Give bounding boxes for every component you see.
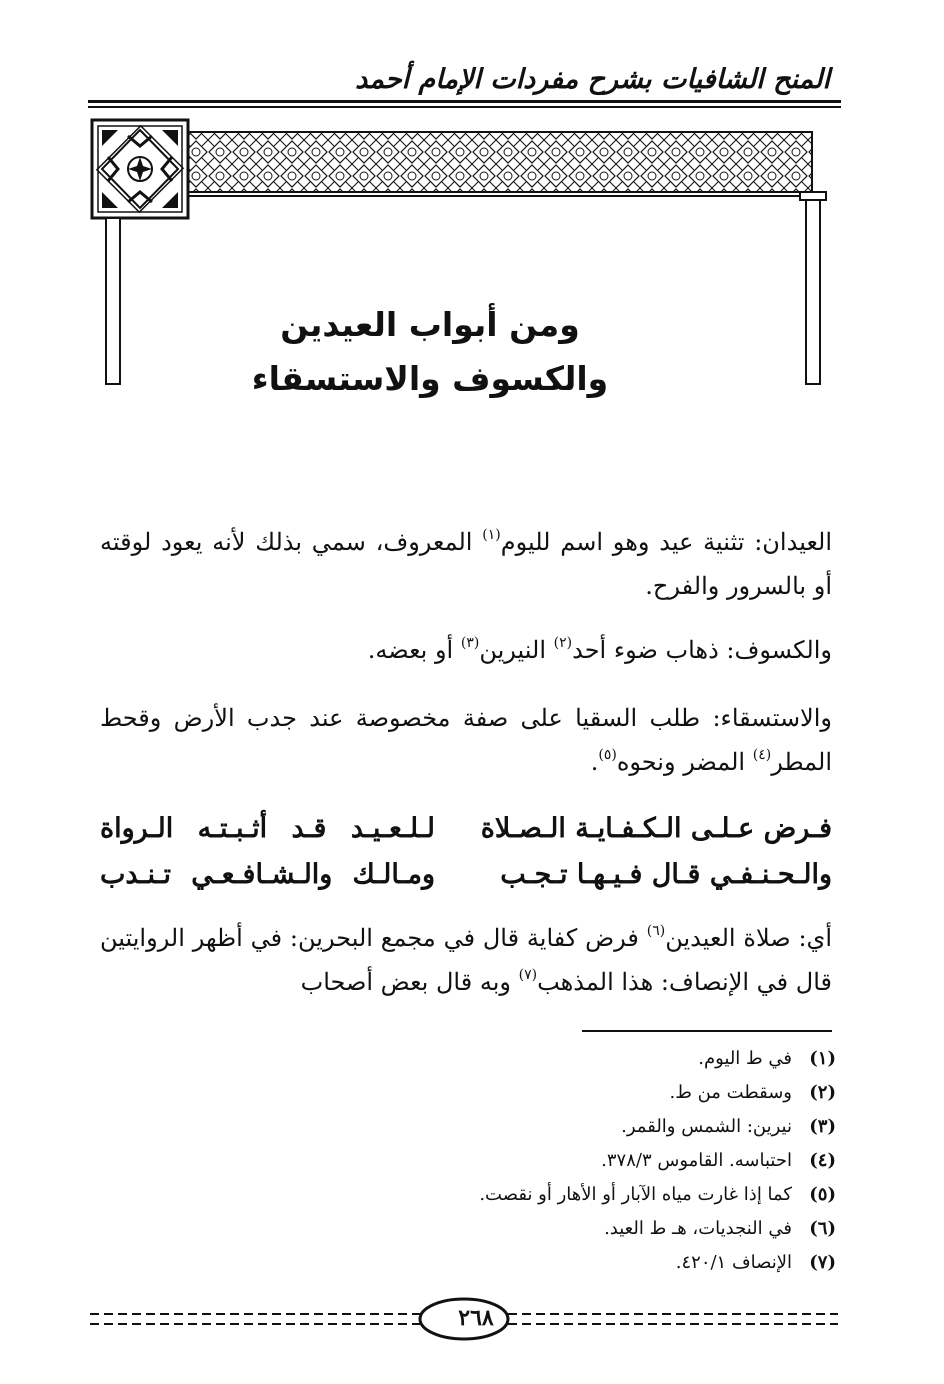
footnote-item [116,1246,836,1280]
footnote-item [116,1042,836,1076]
footnote-item [116,1076,836,1110]
header-rule-thick [88,100,841,103]
corner-ornament [92,120,188,218]
footnote-number: (٥) [809,1184,836,1205]
paragraph-kusuf-definition [100,628,832,672]
paragraph-commentary [100,916,832,1004]
chapter-title-line-2: والكسوف والاستسقاء [251,359,609,398]
paragraph-text: المضر ونحوه [616,748,753,776]
verse-hemistich-first: والـحـنـفـي قـال فـيـهـا تـجـب [500,859,832,890]
chapter-title [250,298,610,406]
footnote-item [116,1144,836,1178]
paragraph-text: وبه قال بعض أصحاب [300,968,519,996]
footnote-text: الإنصاف ٤٢٠/١. [675,1252,792,1273]
footnote-text: وسقطت من ط. [669,1082,792,1103]
footnote-item [116,1110,836,1144]
footnote-ref: (١) [482,527,501,543]
paragraph-text: أي: صلاة العيدين [665,924,833,952]
footnote-ref: (٧) [518,967,538,983]
footnote-ref: (٦) [646,923,666,939]
verse-line-2 [100,852,832,898]
footnote-number: (٤) [809,1150,836,1171]
paragraph-text: والكسوف: ذهاب ضوء أحد [572,636,832,664]
paragraph-text: المعروف، سمي بذلك لأنه يعود لوقته أو بالسرور والفرح. [100,528,832,600]
page-number: ٢٦٨ [458,1305,494,1331]
paragraph-text: والاستسقاء: طلب السقيا على صفة مخصوصة عند جدب الأرض وقحط المطر [100,704,832,776]
header-rule-thin [88,106,841,108]
footnote-ref: (٢) [553,635,573,651]
paragraph-text: فرض كفاية قال في مجمع البحرين: في أظهر الروايتين قال في الإنصاف: هذا المذهب [100,924,832,996]
paragraph-text: العيدان: تثنية عيد وهو اسم لليوم [500,528,833,556]
verse-hemistich-second: ومـالـك والـشـافـعـي تـنـدب [100,859,435,890]
footnote-number: (٢) [809,1082,836,1103]
footnote-number: (٣) [809,1116,836,1137]
paragraph-text: النيرين [479,636,554,664]
running-header-title: المنح الشافيات بشرح مفردات الإمام أحمد [355,64,830,95]
footnote-number: (١) [809,1048,836,1069]
footnote-number: (٦) [809,1218,836,1239]
footnote-item [116,1212,836,1246]
footnote-text: في النجديات، هـ ط العيد. [604,1218,792,1239]
footnote-text: في ط اليوم. [698,1048,792,1069]
footnote-ref: (٥) [598,747,617,763]
footnote-text: احتباسه. القاموس ٣٧٨/٣. [601,1150,792,1171]
footnote-ref: (٤) [752,747,772,763]
footnote-text: نيرين: الشمس والقمر. [621,1116,792,1137]
paragraph-eidan-definition [100,520,832,608]
footnote-ref: (٣) [460,635,480,651]
verse-hemistich-first: فـرض عـلـى الـكـفـايـة الـصـلاة [480,813,832,844]
verse-line-1 [100,806,832,852]
footnote-separator [582,1030,832,1032]
footnote-item [116,1178,836,1212]
verse-hemistich-second: لـلـعـيـد قـد أثـبـتـه الـرواة [100,813,435,844]
footnote-text: كما إذا غارت مياه الآبار أو الأهار أو نقصت. [479,1184,792,1205]
footnote-number: (٧) [809,1252,836,1273]
chapter-title-line-1: ومن أبواب العيدين [280,305,580,344]
footnotes-list [116,1042,836,1280]
paragraph-text: أو بعضه. [367,636,461,664]
paragraph-istisqa-definition [100,696,832,784]
paragraph-text: . [590,748,599,776]
